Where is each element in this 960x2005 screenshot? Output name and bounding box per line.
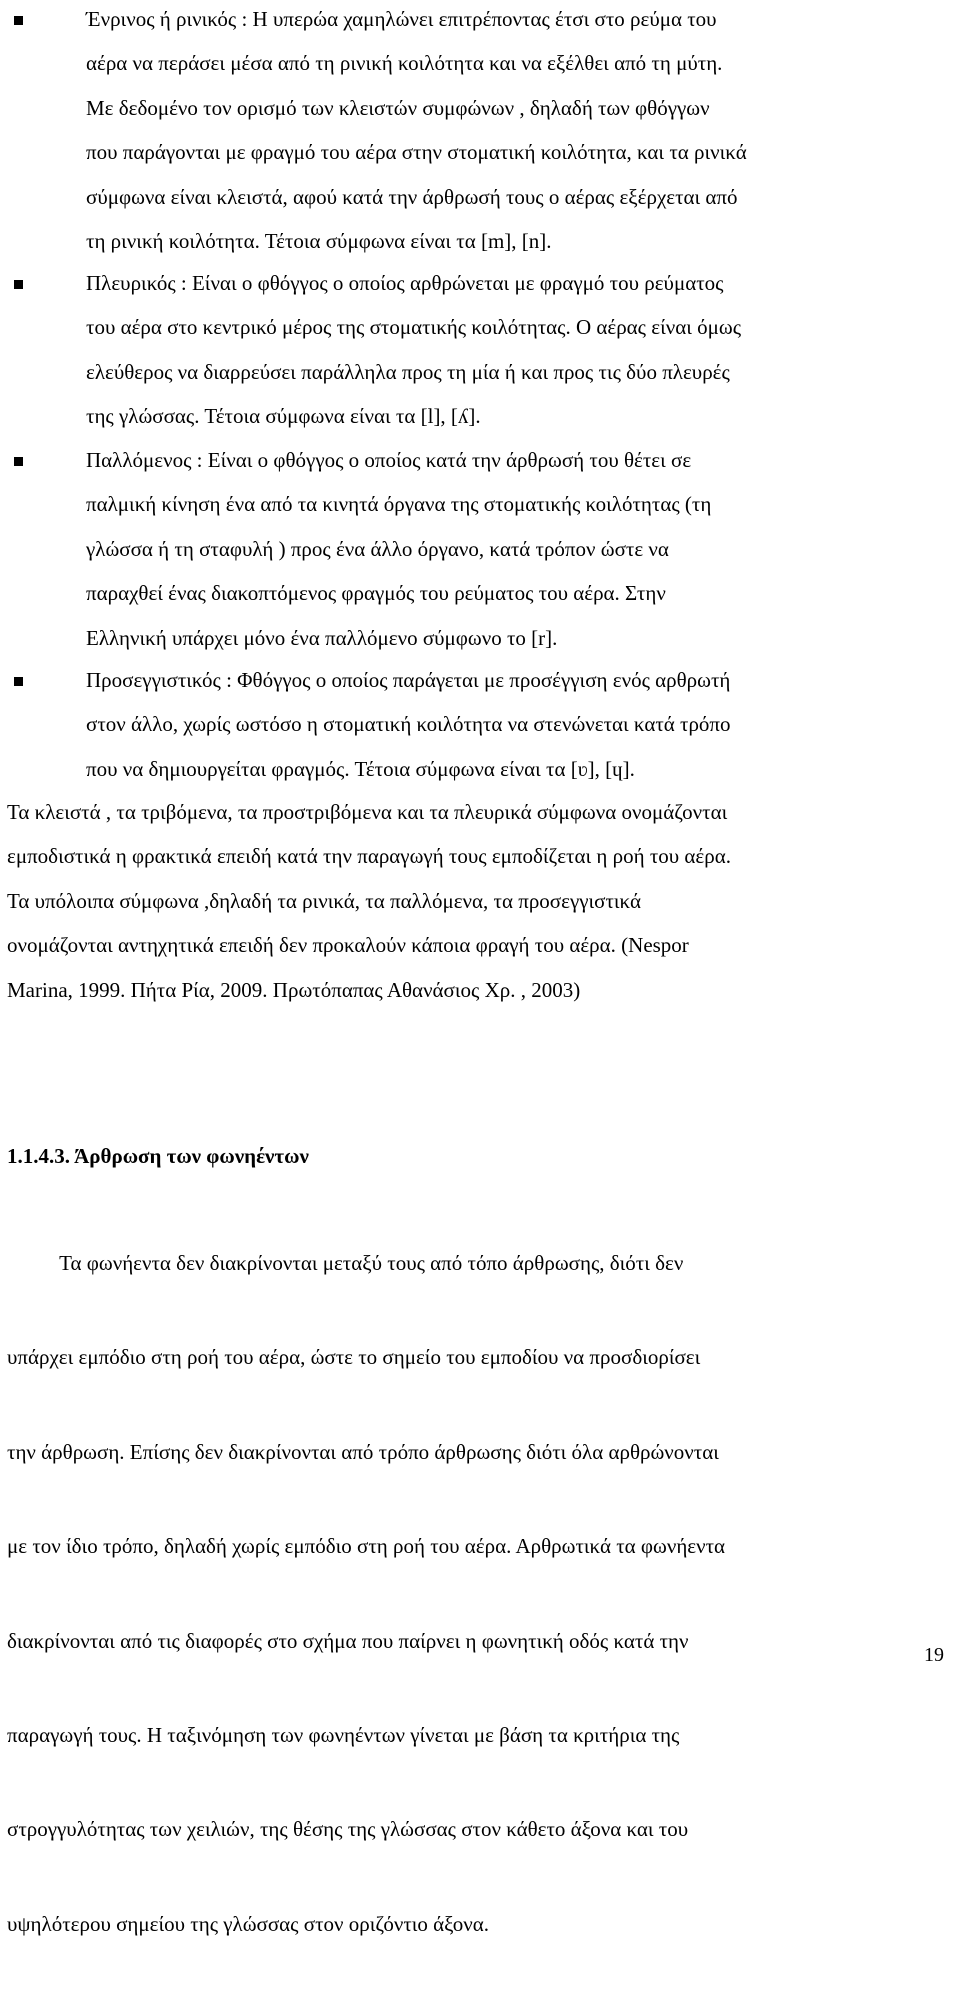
bullet-item-lateral xyxy=(0,270,931,448)
bullet-item-approximant xyxy=(0,667,931,800)
text-line: τη ρινική κοιλότητα. Τέτοια σύμφωνα είναι τα [m], [n]. xyxy=(86,228,552,253)
text-line: Τα φωνήεντα δεν διακρίνονται μεταξύ τους από τόπο άρθρωσης, διότι δεν xyxy=(7,1251,684,1275)
text-line: της γλώσσας. Τέτοια σύμφωνα είναι τα [l], [ʎ]. xyxy=(86,404,481,429)
bullet-item-nasal xyxy=(0,6,931,272)
text-line: αέρα να περάσει μέσα από τη ρινική κοιλότητα και να εξέλθει από τη μύτη. xyxy=(86,51,723,76)
text-line: Marina, 1999. Πήτα Ρία, 2009. Πρωτόπαπας Αθανάσιος Χρ. , 2003) xyxy=(7,977,581,1002)
text-line: ελεύθερος να διαρρεύσει παράλληλα προς τη μία ή και προς τις δύο πλευρές xyxy=(86,359,730,384)
bullet-item-trill xyxy=(0,447,931,669)
text-line: του αέρα στο κεντρικό μέρος της στοματικής κοιλότητας. Ο αέρας είναι όμως xyxy=(86,315,742,340)
page-number: 19 xyxy=(924,1644,944,1666)
text-line: που παράγονται με φραγμό του αέρα στην στοματική κοιλότητα, και τα ρινικά xyxy=(86,140,747,165)
text-line: Με δεδομένο τον ορισμό των κλειστών συμφώνων , δηλαδή των φθόγγων xyxy=(86,95,710,120)
text-line: παραχθεί ένας διακοπτόμενος φραγμός του ρεύματος του αέρα. Στην xyxy=(86,581,666,606)
text-line: που να δημιουργείται φραγμός. Τέτοια σύμφωνα είναι τα [ʋ], [ɥ]. xyxy=(86,756,635,781)
text-line: υπάρχει εμπόδιο στη ροή του αέρα, ώστε το σημείο του εμποδίου να προσδιορίσει xyxy=(7,1345,701,1370)
text-line: υψηλότερου σημείου της γλώσσας στον οριζόντιο άξονα. xyxy=(7,1911,489,1936)
text-line: Ένρινος ή ρινικός : Η υπερώα χαμηλώνει επιτρέποντας έτσι στο ρεύμα του xyxy=(86,7,717,31)
text-line: ονομάζονται αντηχητικά επειδή δεν προκαλούν κάποια φραγή του αέρα. (Nespor xyxy=(7,933,689,958)
text-line: σύμφωνα είναι κλειστά, αφού κατά την άρθρωσή τους ο αέρας εξέρχεται από xyxy=(86,184,738,209)
paragraph-vowels xyxy=(7,1200,947,2005)
text-line: με τον ίδιο τρόπο, δηλαδή χωρίς εμπόδιο στη ροή του αέρα. Αρθρωτικά τα φωνήεντα xyxy=(7,1534,726,1559)
text-line: Τα κλειστά , τα τριβόμενα, τα προστριβόμενα και τα πλευρικά σύμφωνα ονομάζονται xyxy=(7,800,728,824)
paragraph-obstruents xyxy=(7,799,947,1021)
text-line: την άρθρωση. Επίσης δεν διακρίνονται από τρόπο άρθρωσης διότι όλα αρθρώνονται xyxy=(7,1439,719,1464)
text-line: γλώσσα ή τη σταφυλή ) προς ένα άλλο όργανο, κατά τρόπον ώστε να xyxy=(86,536,669,561)
text-line: εμποδιστικά η φρακτικά επειδή κατά την παραγωγή τους εμποδίζεται η ροή του αέρα. xyxy=(7,844,731,869)
text-line: στον άλλο, χωρίς ωστόσο η στοματική κοιλότητα να στενώνεται κατά τρόπο xyxy=(86,712,731,737)
text-line: Παλλόμενος : Είναι ο φθόγγος ο οποίος κατά την άρθρωσή του θέτει σε xyxy=(86,448,692,472)
text-line: διακρίνονται από τις διαφορές στο σχήμα που παίρνει η φωνητική οδός κατά την xyxy=(7,1628,689,1653)
text-line: παραγωγή τους. Η ταξινόμηση των φωνηέντων γίνεται με βάση τα κριτήρια της xyxy=(7,1722,680,1747)
square-bullet-icon xyxy=(14,280,23,289)
text-line: Πλευρικός : Είναι ο φθόγγος ο οποίος αρθρώνεται με φραγμό του ρεύματος xyxy=(86,271,724,295)
square-bullet-icon xyxy=(14,457,23,466)
text-line: παλμική κίνηση ένα από τα κινητά όργανα της στοματικής κοιλότητας (τη xyxy=(86,492,712,517)
text-line: Ελληνική υπάρχει μόνο ένα παλλόμενο σύμφωνο το [r]. xyxy=(86,625,558,650)
text-line: Προσεγγιστικός : Φθόγγος ο οποίος παράγεται με προσέγγιση ενός αρθρωτή xyxy=(86,668,731,692)
section-heading: 1.1.4.3. Άρθρωση των φωνηέντων xyxy=(7,1144,309,1168)
square-bullet-icon xyxy=(14,16,23,25)
text-line: στρογγυλότητας των χειλιών, της θέσης της γλώσσας στον κάθετο άξονα και του xyxy=(7,1817,689,1842)
text-line: Τα υπόλοιπα σύμφωνα ,δηλαδή τα ρινικά, τα παλλόμενα, τα προσεγγιστικά xyxy=(7,888,641,913)
square-bullet-icon xyxy=(14,677,23,686)
